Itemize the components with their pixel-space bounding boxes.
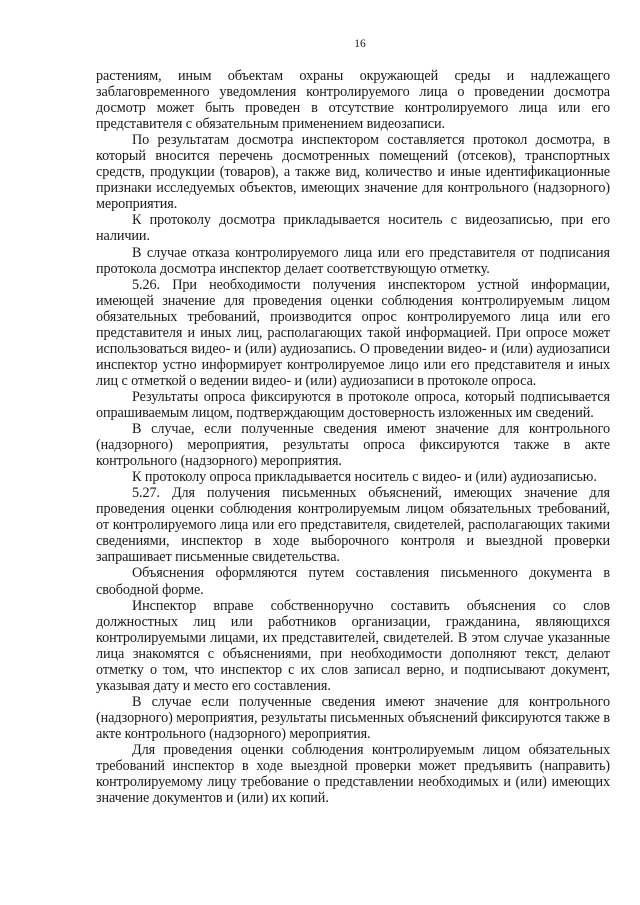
paragraph-inspector-writes: Инспектор вправе собственноручно составить объяснения со слов должностных лиц или работников организации, гражданина, являющихся контролируемыми лицами, их представителей, свидетелей. В этом случае указанные лица знакомятся с объяснениями, при необходимости дополняют текст, делают отметку о том, что инспектор с их слов записал верно, и подписывают документ, указывая дату и место его составления. <box>96 597 610 694</box>
document-body <box>96 68 610 806</box>
paragraph-continuation: растениям, иным объектам охраны окружающей среды и надлежащего заблаговременного уведомления контролируемого лица о проведении досмотра досмотр может быть проведен в отсутствие контролируемого лица или его представителя с обязательным применением видеозаписи. <box>96 68 610 133</box>
paragraph-video-attachment: К протоколу досмотра прикладывается носитель с видеозаписью, при его наличии. <box>96 212 610 245</box>
paragraph-explanations-act: В случае если полученные сведения имеют значение для контрольного (надзорного) мероприятия, результаты письменных объяснений фиксируются также в акте контрольного (надзорного) мероприятия. <box>96 693 610 742</box>
paragraph-inspection-protocol: По результатам досмотра инспектором составляется протокол досмотра, в который вносится перечень досмотренных помещений (отсеков), транспортных средств, продукции (товаров), а также вид, количество и иные идентификационные признаки исследуемых объектов, имеющих значение для контрольного (надзорного) мероприятия. <box>96 132 610 213</box>
paragraph-survey-results: Результаты опроса фиксируются в протоколе опроса, который подписывается опрашиваемым лицом, подтверждающим достоверность изложенных им сведений. <box>96 388 610 421</box>
paragraph-5-27: 5.27. Для получения письменных объяснений, имеющих значение для проведения оценки соблюдения контролируемым лицом обязательных требований, от контролируемого лица или его представителя, свидетелей, располагающих такими сведениями, инспектор в ходе выборочного контроля и выездной проверки запрашивает письменные свидетельства. <box>96 485 610 566</box>
paragraph-survey-media: К протоколу опроса прикладывается носитель с видео- и (или) аудиозаписью. <box>132 469 597 486</box>
paragraph-documents-request: Для проведения оценки соблюдения контролируемым лицом обязательных требований инспектор в ходе выездной проверки может предъявить (направить) контролируемому лицу требование о представлении необходимых и (или) имеющих значение документов и (или) их копий. <box>96 741 610 807</box>
paragraph-5-26: 5.26. При необходимости получения инспектором устной информации, имеющей значение для проведения оценки соблюдения контролируемым лицом обязательных требований, производится опрос контролируемого лица или его представителя и иных лиц, располагающих такой информацией. При опросе может использоваться видео- и (или) аудиозапись. О проведении видео- и (или) аудиозаписи инспектор устно информирует контролируемое лицо или его представителя и иных лиц с отметкой о ведении видео- и (или) аудиозаписи в протоколе опроса. <box>96 276 610 389</box>
paragraph-explanations-form: Объяснения оформляются путем составления письменного документа в свободной форме. <box>96 565 610 598</box>
paragraph-survey-act: В случае, если полученные сведения имеют значение для контрольного (надзорного) мероприятия, результаты опроса фиксируются также в акте контрольного (надзорного) мероприятия. <box>96 421 610 470</box>
page-number: 16 <box>354 38 366 50</box>
paragraph-refusal-to-sign: В случае отказа контролируемого лица или его представителя от подписания протокола досмотра инспектор делает соответствующую отметку. <box>96 244 610 277</box>
